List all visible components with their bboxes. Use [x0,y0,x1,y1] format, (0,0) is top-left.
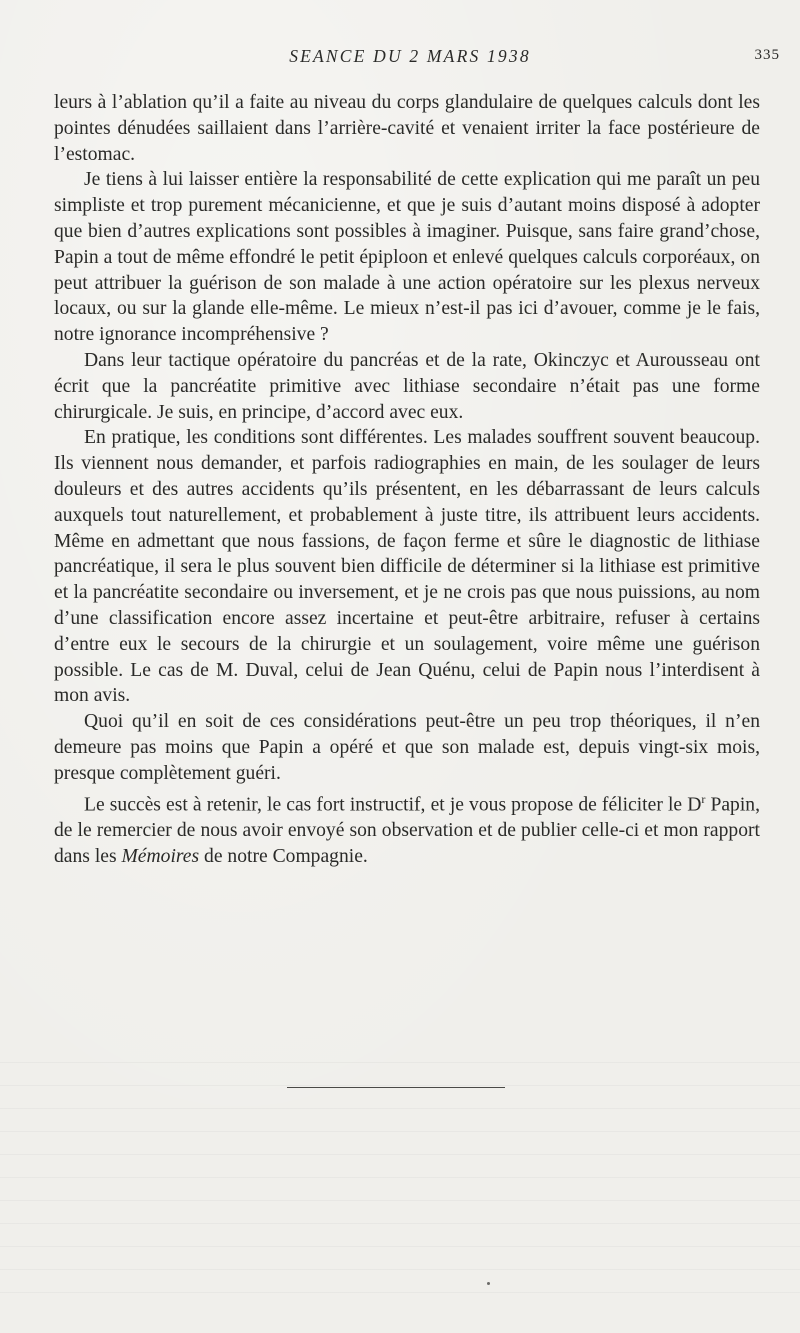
doctor-title-superscript: r [701,791,706,806]
paragraph-2: Je tiens à lui laisser entière la responsabilité de cette explication qui me paraît un peu simpliste et trop purement mécanicienne, et que je suis d’autant moins disposé à adopter que bien d’autres explications sont possibles à imaginer. Puisque, sans faire grand’chose, Papin a tout de même effondré le petit épiploon et enlevé quelques calculs corporéaux, on peut attribuer la guérison de son malade à une action opératoire sur les plexus nerveux locaux, ou sur la glande elle-même. Le mieux n’est-il pas ici d’avouer, comme je le fais, notre ignorance incompréhensive ? [54,169,760,346]
paragraph-6-text-b: Papin, de le remercier de nous avoir envoyé son observation et de publier celle-ci et mon rapport dans les [54,794,760,867]
paragraph-6-text-a: Le succès est à retenir, le cas fort instructif, et je vous propose de féliciter le D [84,794,702,816]
paragraph-3: Dans leur tactique opératoire du pancréas et de la rate, Okinczyc et Aurousseau ont écrit que la pancréatite primitive avec lithiase secondaire n’était pas une forme chirurgicale. Je suis, en principe, d’accord avec eux. [54,349,760,423]
paragraph-6 [54,787,760,870]
journal-title: Mémoires [121,845,200,867]
paragraph-1: leurs à l’ablation qu’il a faite au niveau du corps glandulaire de quelques calculs dont les pointes dénudées saillaient dans l’arrière-cavité et venaient irriter la face postérieure de l’estomac. [54,92,760,165]
show-through-texture [0,1040,800,1300]
paragraph-5: Quoi qu’il en soit de ces considérations peut-être un peu trop théoriques, il n’en demeure pas moins que Papin a opéré et que son malade est, depuis vingt-six mois, presque complètement guéri. [54,711,760,784]
running-title: SEANCE DU 2 MARS 1938 [289,46,531,66]
page-number: 335 [754,47,780,63]
page-header [54,46,780,72]
paper-speck [487,1282,490,1285]
body-text [54,90,760,869]
paragraph-4: En pratique, les conditions sont différentes. Les malades souffrent souvent beaucoup. Ils viennent nous demander, et parfois radiographies en main, de les soulager de leurs douleurs et des autres accidents qu’ils présentent, en les débarrassant de leurs calculs auxquels tout naturellement, et probablement à juste titre, ils attribuent leurs accidents. Même en admettant que nous fassions, de façon ferme et sûre le diagnostic de lithiase pancréatique, il sera le plus souvent bien difficile de déterminer si la lithiase est primitive et la pancréatite secondaire ou inversement, et je ne crois pas que nous puissions, au nom d’une classification encore assez incertaine et peut-être arbitraire, refuser à certains d’entre eux le secours de la chirurgie et un soulagement, voire même une guérison possible. Le cas de M. Duval, celui de Jean Quénu, celui de Papin nous l’interdisent à mon avis. [54,427,760,707]
paragraph-6-text-c: de notre Compagnie. [199,845,368,867]
